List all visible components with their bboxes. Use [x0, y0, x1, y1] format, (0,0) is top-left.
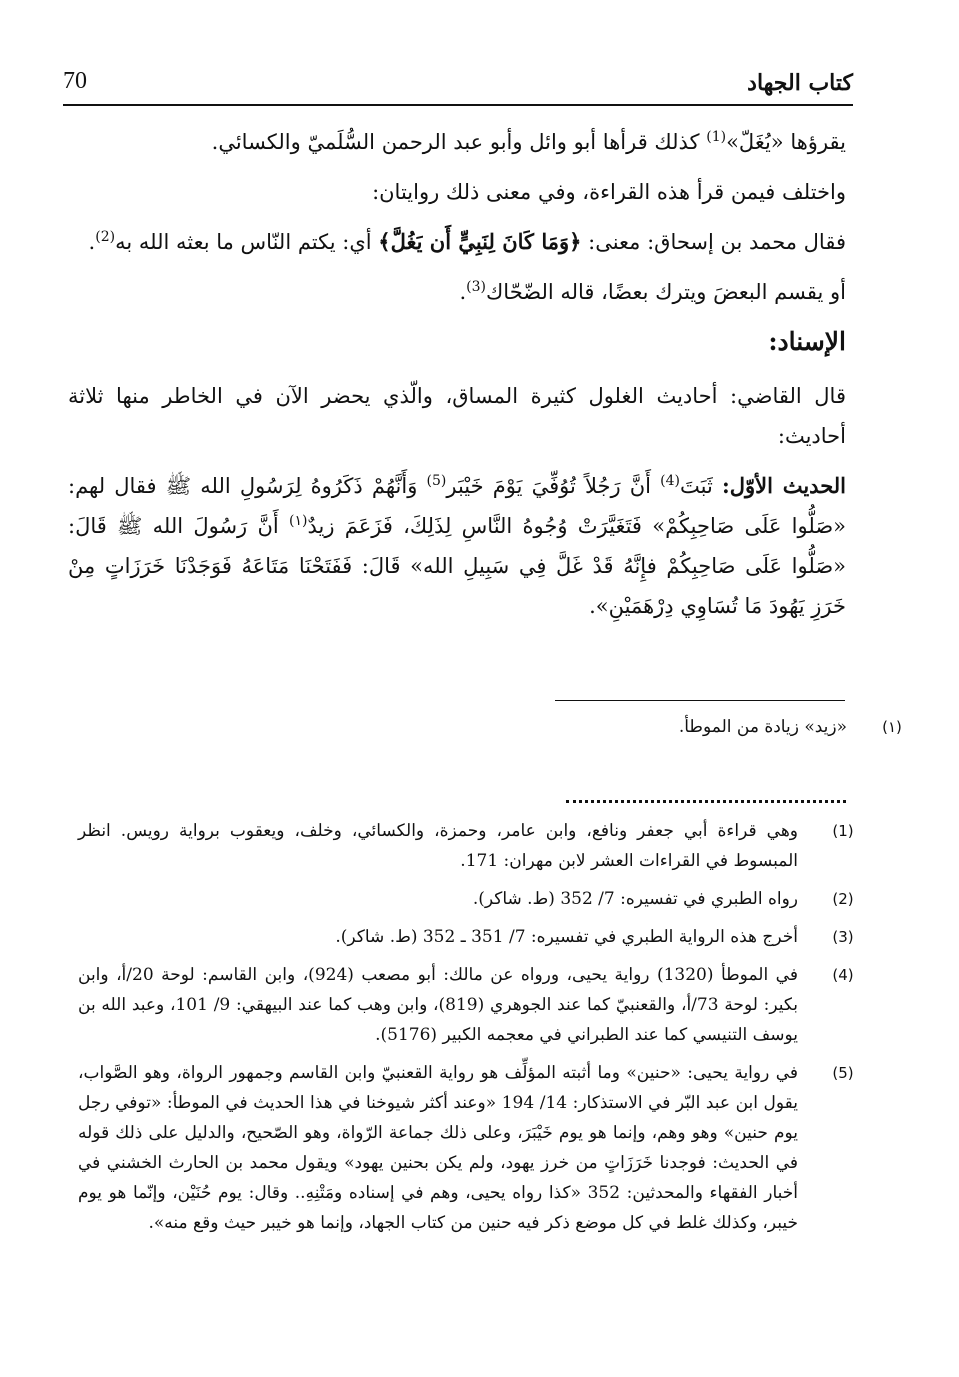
footnote — [78, 1058, 854, 1238]
footnote-number: (2) — [832, 890, 854, 908]
paragraph-2: واختلف فيمن قرأ هذه القراءة، وفي معنى ذلك روايتان: — [372, 180, 846, 204]
footnote-text: في رواية يحيى: «حنين» وما أثبته المؤلِّف هو رواية القعنبيّ وابن القاسم وجمهور الرواة، وهو الصَّواب، يقول ابن عبد البّر في الاستذكار: 14/ 194 «وعند أكثر شيوخنا في هذا الحديث في الموطأ: «توفي رجل يوم حنين» وهو وهم، وإنما هو يوم خَيْبَرَ، وعلى ذلك جماعة الرّواة، وهو الصّحيح، والدليل على ذلك قوله في الحديث: فوجدنا خَرَزَاتٍ من خرز يهود، ولم يكن بحنين يهود» ويقول محمد بن الحارث الخشني في أخبار الفقهاء والمحدثين: 352 «كذا رواه يحيى، وهم في إسناده ومَتْنِهِ.. وقال: يوم حُنَيْن، وإنّما هو يوم خيبر، وكذلك غلط في كل موضع ذكر فيه حنين من كتاب الجهاد، وإنما هو خيبر حيث وقع منه». — [78, 1063, 799, 1233]
paragraph-3-text-c: . — [88, 230, 96, 254]
footnote — [78, 884, 854, 914]
paragraph-1-text-a: يقرؤها «يُغَلّ» — [726, 130, 846, 154]
footnote — [78, 922, 854, 952]
footnotes-divider — [566, 800, 846, 803]
editor-notes-divider — [555, 700, 845, 701]
paragraph-3 — [68, 222, 846, 262]
page-number: 70 — [63, 68, 87, 94]
book-title: كتاب الجهاد — [747, 70, 853, 96]
footnote-number: (5) — [832, 1064, 854, 1082]
editor-note-ref: (١) — [288, 513, 308, 529]
quran-verse: ﴿وَمَا كَانَ لِنَبِيٍّ أَن يَغُلَّ﴾ — [378, 229, 582, 254]
footnote-number: (3) — [832, 928, 854, 946]
editor-note-text: «زيد» زيادة من الموطأ. — [678, 717, 847, 737]
editor-note — [147, 712, 902, 742]
hadith-lead: الحديث الأوّل: — [721, 473, 846, 498]
footnote-text: في الموطأ (1320) رواية يحيى، ورواه عن مالك: أبو مصعب (924)، وابن القاسم: لوحة 20/أ، وابن بكير: لوحة 73/أ، والقعنبيّ كما عند الجوهري (819)، وابن وهب كما عند البيهقي: 9/ 101، وعبد الله بن يوسف التنيسي كما عند الطبراني في معجمه الكبير (5176). — [78, 965, 799, 1045]
paragraph-6-text-d: أَنَّ رَسُولَ الله ﷺ قَالَ: «صَلُّوا عَلَى صَاحِبِكُمْ فإِنَّهُ قَدْ غَلَّ فِي سَبِيلِ الله» قَالَ: فَفَتَحْنَا مَتَاعَهُ فَوَجَدْنَا خَرَزَاتٍ مِنْ خَرَزِ يَهُودَ مَا تُسَاوِي دِرْهَمَيْنِ». — [68, 514, 846, 618]
paragraph-6-text-b: أَنَّ رَجُلاً تُوُفِّيَ يَوْمَ خَيْبَر — [446, 474, 661, 498]
section-heading: الإسناد: — [768, 327, 846, 356]
footnote-ref-3: (3) — [466, 279, 486, 295]
paragraph-4-text-a: أو يقسم البعضَ ويترك بعضًا، قاله الضّحّاك — [485, 280, 846, 304]
paragraph-6-text-a: ثَبَتَ — [680, 474, 722, 498]
paragraph-1 — [68, 122, 846, 162]
footnote-ref-5: (5) — [426, 473, 447, 489]
footnote-text: وهي قراءة أبي جعفر ونافع، وابن عامر، وحمزة، والكسائي، وخلف، ويعقوب برواية رويس. انظر المبسوط في القراءات العشر لابن مهران: 171. — [78, 821, 798, 871]
paragraph-4-text-b: . — [459, 280, 467, 304]
paragraph-1-text-b: كذلك قرأها أبو وائل وأبو عبد الرحمن السُّلَميّ والكسائي. — [211, 130, 707, 154]
footnote — [78, 960, 854, 1050]
main-text — [68, 122, 846, 636]
footnote-number: (4) — [832, 966, 854, 984]
paragraph-6-text-c: وَأَنَّهُمْ ذَكَرُوهُ لِرَسُولِ الله ﷺ فقال لهم: «صَلُّوا عَلَى صَاحِبِكُمْ» فَتَغَيَّرَتْ وُجُوهُ النَّاسِ لِذَلِكَ، فَزَعَمَ زيدٌ — [68, 474, 847, 538]
footnote-text: أخرج هذه الرواية الطبري في تفسيره: 7/ 351 ـ 352 (ط. شاكر). — [335, 927, 798, 947]
footnote-ref-1: (1) — [706, 129, 727, 145]
footnotes — [78, 816, 854, 1246]
footnote-ref-4: (4) — [660, 473, 681, 489]
paragraph-6 — [68, 466, 846, 626]
running-header — [63, 66, 853, 106]
footnote-text: رواه الطبري في تفسيره: 7/ 352 (ط. شاكر). — [472, 889, 798, 909]
footnote-number: (1) — [832, 822, 854, 840]
footnote-ref-2: (2) — [95, 229, 116, 245]
paragraph-5: قال القاضي: أحاديث الغلول كثيرة المساق، والّذي يحضر الآن في الخاطر منها ثلاثة أحاديث: — [68, 384, 846, 448]
paragraph-4 — [68, 272, 846, 312]
editor-note-number: (١) — [882, 718, 902, 736]
paragraph-3-text-a: فقال محمد بن إسحاق: معنى: — [581, 230, 846, 254]
paragraph-3-text-b: أي: يكتم النّاس ما بعثه الله به — [115, 230, 379, 254]
footnote — [78, 816, 854, 876]
